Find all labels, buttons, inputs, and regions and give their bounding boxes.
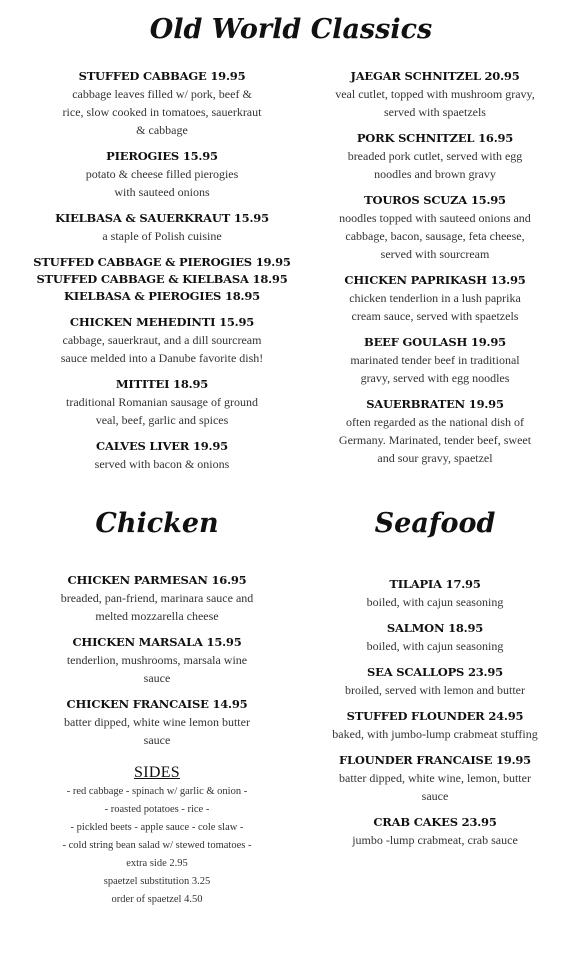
menu-item: [12, 68, 312, 139]
menu-item: [12, 438, 312, 473]
menu-item: [12, 210, 312, 245]
menu-item-description: batter dipped, white wine lemon butter: [64, 715, 250, 729]
menu-item-name: KIELBASA & PIEROGIES 18.95: [64, 289, 260, 303]
menu-item: [290, 396, 580, 467]
menu-item-description: broiled, served with lemon and butter: [345, 683, 525, 697]
sides-line: - cold string bean salad w/ stewed tomatoes -: [62, 840, 252, 851]
menu-item-description: a staple of Polish cuisine: [102, 229, 222, 243]
menu-item-description: boiled, with cajun seasoning: [366, 595, 504, 609]
menu-item-name: STUFFED CABBAGE & KIELBASA 18.95: [36, 272, 288, 286]
menu-item-description: noodles topped with sauteed onions and: [339, 211, 531, 225]
menu-item-description: breaded, pan-friend, marinara sauce and: [60, 591, 254, 605]
menu-item-description: served with spaetzels: [384, 105, 486, 119]
menu-item-description: rice, slow cooked in tomatoes, sauerkraut: [62, 105, 262, 119]
chicken-section-title: Chicken: [95, 508, 219, 539]
menu-item-name: BEEF GOULASH 19.95: [364, 335, 506, 349]
menu-item-description: melted mozzarella cheese: [95, 609, 219, 623]
menu-item-description: boiled, with cajun seasoning: [366, 639, 504, 653]
sides-line: extra side 2.95: [126, 858, 188, 869]
menu-item-name: TILAPIA 17.95: [389, 577, 481, 591]
menu-item-name: CHICKEN MARSALA 15.95: [72, 635, 242, 649]
menu-item: [12, 314, 312, 367]
menu-item: [290, 664, 580, 699]
menu-item-description: served with bacon & onions: [94, 457, 230, 471]
menu-item: [290, 192, 580, 263]
menu-item: [12, 696, 302, 749]
menu-item-description: Germany. Marinated, tender beef, sweet: [338, 433, 532, 447]
menu-item-description: with sauteed onions: [114, 185, 210, 199]
menu-item-name: SAUERBRATEN 19.95: [366, 397, 504, 411]
menu-item-description: cream sauce, served with spaetzels: [351, 309, 519, 323]
menu-item-name: PIEROGIES 15.95: [106, 149, 218, 163]
menu-item-name: CALVES LIVER 19.95: [96, 439, 228, 453]
menu-item-description: potato & cheese filled pierogies: [85, 167, 239, 181]
menu-item-name: PORK SCHNITZEL 16.95: [356, 131, 514, 145]
menu-item-name: MITITEI 18.95: [115, 377, 209, 391]
menu-item-description: tenderlion, mushrooms, marsala wine: [66, 653, 248, 667]
menu-item-name: FLOUNDER FRANCAISE 19.95: [338, 753, 531, 767]
menu-item: [12, 254, 312, 305]
menu-item: [290, 130, 580, 183]
menu-item-description: noodles and brown gravy: [374, 167, 496, 181]
menu-item-description: breaded pork cutlet, served with egg: [347, 149, 523, 163]
menu-item: [12, 572, 302, 625]
old-world-left-column: [12, 68, 312, 473]
menu-item-description: sauce: [421, 789, 449, 803]
menu-item-description: batter dipped, white wine, lemon, butter: [339, 771, 531, 785]
menu-item: [290, 814, 580, 849]
sides-title: SIDES: [134, 764, 180, 781]
menu-item-name: STUFFED CABBAGE & PIEROGIES 19.95: [33, 255, 291, 269]
menu-item: [290, 620, 580, 655]
menu-item-name: JAEGAR SCHNITZEL 20.95: [350, 69, 520, 83]
menu-item-name: CHICKEN PAPRIKASH 13.95: [344, 273, 526, 287]
sides-line: - pickled beets - apple sauce - cole slaw -: [70, 822, 244, 833]
menu-item: [12, 376, 312, 429]
seafood-column: [290, 576, 580, 849]
menu-item-description: jumbo -lump crabmeat, crab sauce: [352, 833, 518, 847]
menu-item: [12, 634, 302, 687]
menu-item: [290, 752, 580, 805]
menu-item-description: cabbage leaves filled w/ pork, beef &: [72, 87, 252, 101]
menu-item-name: SEA SCALLOPS 23.95: [367, 665, 503, 679]
menu-item-name: SALMON 18.95: [386, 621, 484, 635]
menu-item-description: served with sourcream: [380, 247, 490, 261]
menu-item-description: gravy, served with egg noodles: [360, 371, 510, 385]
sides-line: - red cabbage - spinach w/ garlic & onion -: [66, 786, 248, 797]
menu-item-description: sauce: [143, 671, 171, 685]
menu-item: [290, 708, 580, 743]
menu-item: [290, 272, 580, 325]
menu-title: Old World Classics: [149, 14, 433, 45]
menu-item-description: chicken tenderlion in a lush paprika: [349, 291, 521, 305]
menu-item-description: veal cutlet, topped with mushroom gravy,: [335, 87, 535, 101]
menu-item-name: CHICKEN FRANCAISE 14.95: [66, 697, 248, 711]
menu-item-description: sauce melded into a Danube favorite dish!: [60, 351, 264, 365]
old-world-right-column: [290, 68, 580, 467]
menu-item-description: cabbage, bacon, sausage, feta cheese,: [345, 229, 525, 243]
menu-item-name: CHICKEN MEHEDINTI 15.95: [69, 315, 255, 329]
menu-item: [290, 334, 580, 387]
menu-item-name: STUFFED FLOUNDER 24.95: [346, 709, 524, 723]
menu-item: [290, 68, 580, 121]
seafood-section-title: Seafood: [374, 508, 496, 539]
menu-item-name: STUFFED CABBAGE 19.95: [78, 69, 246, 83]
chicken-column: [12, 572, 302, 909]
menu-item-description: often regarded as the national dish of: [346, 415, 524, 429]
menu-item-description: sauce: [143, 733, 171, 747]
sides-line: order of spaetzel 4.50: [111, 894, 203, 905]
menu-item-description: & cabbage: [136, 123, 188, 137]
menu-item: [290, 576, 580, 611]
sides-line: - roasted potatoes - rice -: [104, 804, 210, 815]
menu-item: [12, 148, 312, 201]
menu-item-name: CHICKEN PARMESAN 16.95: [67, 573, 247, 587]
menu-item-name: KIELBASA & SAUERKRAUT 15.95: [55, 211, 269, 225]
menu-item-description: marinated tender beef in traditional: [350, 353, 520, 367]
menu-item-name: CRAB CAKES 23.95: [373, 815, 497, 829]
sides-line: spaetzel substitution 3.25: [103, 876, 211, 887]
menu-item-description: veal, beef, garlic and spices: [95, 413, 229, 427]
menu-item-name: TOUROS SCUZA 15.95: [364, 193, 506, 207]
menu-item-description: baked, with jumbo-lump crabmeat stuffing: [332, 727, 538, 741]
menu-item-description: and sour gravy, spaetzel: [377, 451, 493, 465]
menu-item-description: traditional Romanian sausage of ground: [66, 395, 258, 409]
menu-item-description: cabbage, sauerkraut, and a dill sourcream: [62, 333, 262, 347]
